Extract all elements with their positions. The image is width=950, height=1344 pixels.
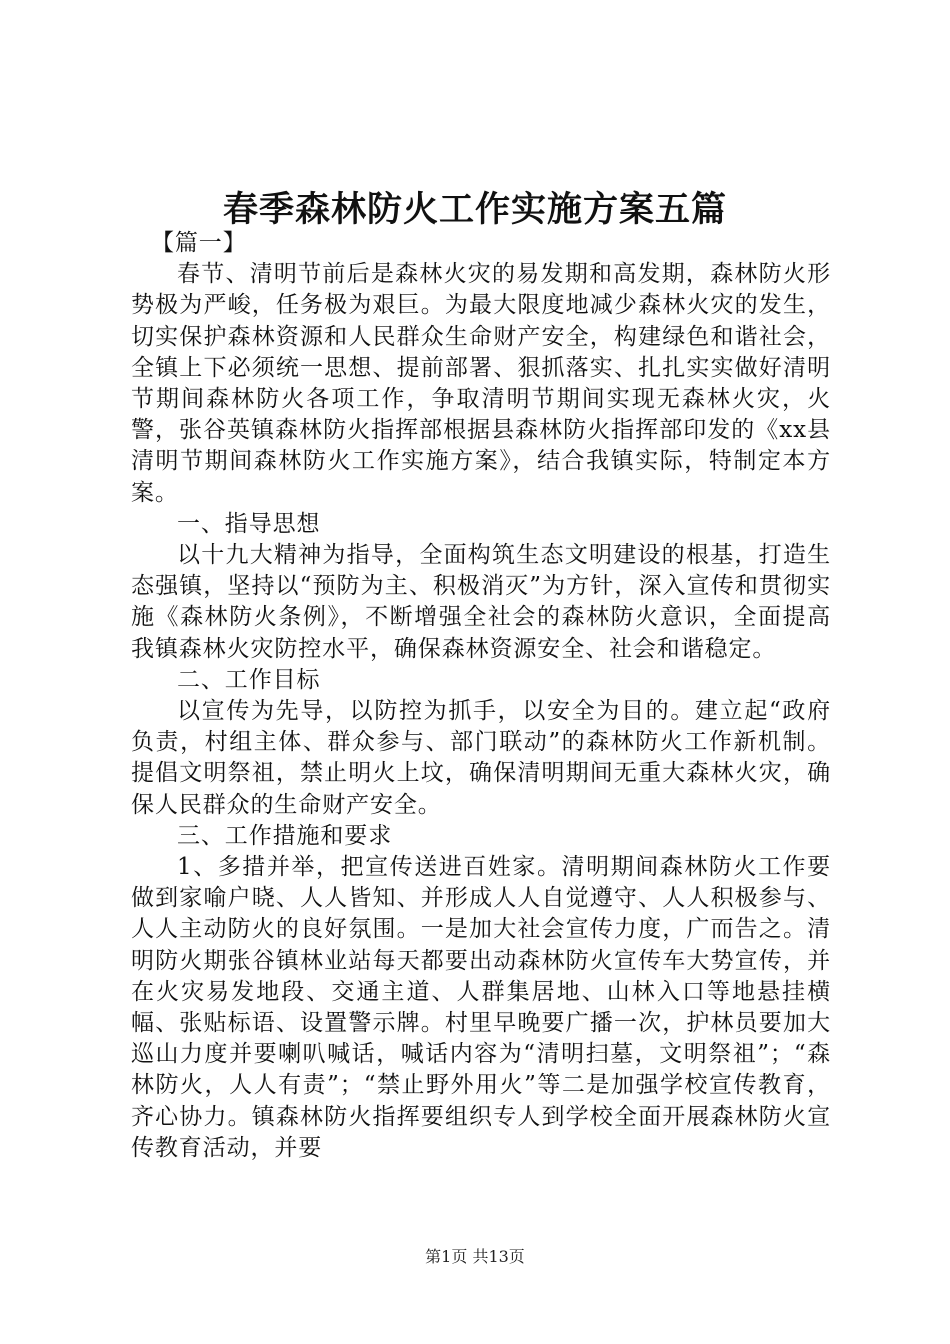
- guiding-paragraph: 以十九大精神为指导，全面构筑生态文明建设的根基，打造生态强镇，坚持以“预防为主、积极消灭”为方针，深入宣传和贯彻实施《森林防火条例》，不断增强全社会的森林防火意识，全面提高我镇森林火灾防控水平，确保森林资源安全、社会和谐稳定。: [131, 542, 831, 662]
- heading-work-goals: 二、工作目标: [177, 666, 321, 693]
- page-number-footer: 第1页 共13页: [425, 1247, 525, 1266]
- measures-paragraph: 1、多措并举，把宣传送进百姓家。清明期间森林防火工作要做到家喻户晓、人人皆知、并形成人人自觉遵守、人人积极参与、人人主动防火的良好氛围。一是加大社会宣传力度，广而告之。清明防火期张谷镇林业站每天都要出动森林防火宣传车大势宣传，并在火灾易发地段、交通主道、人群集居地、山林入口等地悬挂横幅、张贴标语、设置警示牌。村里早晚要广播一次，护林员要加大巡山力度并要喇叭喊话，喊话内容为“清明扫墓，文明祭祖”；“森林防火，人人有责”；“禁止野外用火”等二是加强学校宣传教育，齐心协力。镇森林防火指挥要组织专人到学校全面开展森林防火宣传教育活动，并要: [131, 854, 831, 1161]
- document-body: [131, 228, 831, 1164]
- goals-paragraph: 以宣传为先导，以防控为抓手，以安全为目的。建立起“政府负责，村组主体、群众参与、部门联动”的森林防火工作新机制。提倡文明祭祖，禁止明火上坟，确保清明期间无重大森林火灾，确保人民群众的生命财产安全。: [131, 698, 831, 818]
- heading-guiding-thought: 一、指导思想: [177, 510, 321, 537]
- heading-measures: 三、工作措施和要求: [177, 822, 393, 849]
- section-label: 【篇一】: [151, 230, 247, 256]
- intro-paragraph: 春节、清明节前后是森林火灾的易发期和高发期，森林防火形势极为严峻，任务极为艰巨。为最大限度地减少森林火灾的发生，切实保护森林资源和人民群众生命财产安全，构建绿色和谐社会，全镇上下必须统一思想、提前部署、狠抓落实、扎扎实实做好清明节期间森林防火各项工作，争取清明节期间实现无森林火灾，火警，张谷英镇森林防火指挥部根据县森林防火指挥部印发的《xx县清明节期间森林防火工作实施方案》，结合我镇实际，特制定本方案。: [131, 261, 831, 506]
- document-title: 春季森林防火工作实施方案五篇: [222, 189, 727, 230]
